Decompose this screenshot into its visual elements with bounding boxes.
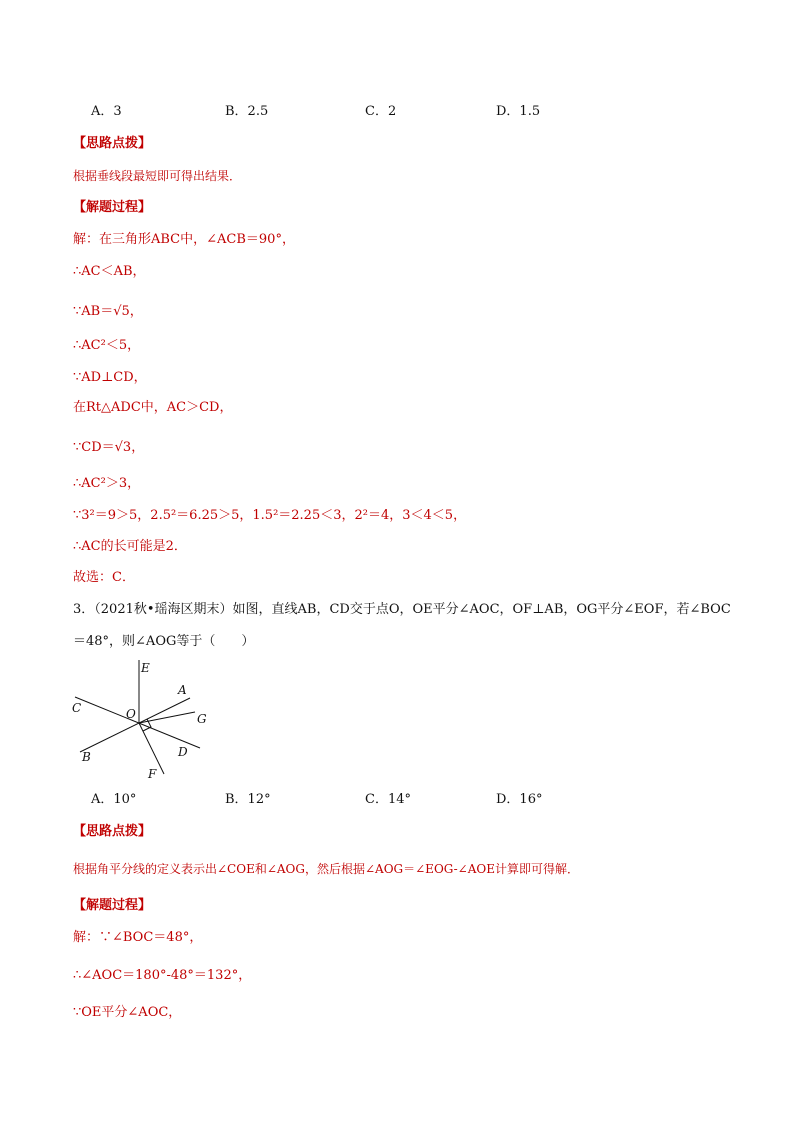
question-stem: ＝48°，则∠AOG等于（ ） [73,634,255,649]
solution-step: ∵AB＝√5， [73,304,143,319]
label-c: C [72,701,82,715]
solution-step: 解：∵∠BOC＝48°， [73,930,203,945]
hint-heading: 【思路点拨】 [73,824,152,839]
question-stem: 3．（2021秋•瑶海区期末）如图，直线AB，CD交于点O，OE平分∠AOC，OF⊥AB，OG平分∠EOF，若∠BOC [73,602,731,617]
label-g: G [197,712,207,726]
option-d: D．16° [496,792,543,807]
solution-step: ∵3²＝9＞5，2.5²＝6.25＞5，1.5²＝2.25＜3，2²＝4，3＜4＜5， [73,508,467,523]
label-e: E [141,661,150,675]
label-b: B [82,750,91,764]
ray-og [139,712,195,723]
solution-step: ∴AC²＞3， [73,476,141,491]
option-d: D．1.5 [496,104,541,119]
hint-heading: 【思路点拨】 [73,136,152,151]
solution-step: ∵CD＝√3， [73,440,145,455]
hint-text: 根据角平分线的定义表示出∠COE和∠AOG，然后根据∠AOG＝∠EOG-∠AOE计算即可得解． [73,862,579,876]
hint-text: 根据垂线段最短即可得出结果． [73,169,242,183]
geometry-figure [60,655,230,785]
solution-step: 故选：C． [73,570,135,585]
label-a: A [178,683,187,697]
solution-step: ∴∠AOC＝180°-48°＝132°， [73,968,252,983]
solution-step: 在Rt△ADC中，AC＞CD， [73,400,233,415]
solution-step: ∴AC＜AB， [73,264,146,279]
option-b: B．12° [225,792,271,807]
option-a: A．3 [91,104,122,119]
solution-step: ∴AC的长可能是2． [73,539,187,554]
solution-step: ∵AD⊥CD， [73,370,147,385]
option-a: A．10° [91,792,137,807]
solution-step: 解：在三角形ABC中，∠ACB＝90°， [73,232,295,247]
option-b: B．2.5 [225,104,269,119]
solution-heading: 【解题过程】 [73,898,152,913]
option-c: C．2 [365,104,397,119]
label-d: D [178,745,188,759]
solution-heading: 【解题过程】 [73,200,152,215]
line-cd [75,697,200,748]
label-o: O [126,707,136,721]
solution-step: ∵OE平分∠AOC， [73,1005,182,1020]
label-f: F [148,767,157,781]
solution-step: ∴AC²＜5， [73,338,141,353]
option-c: C．14° [365,792,411,807]
